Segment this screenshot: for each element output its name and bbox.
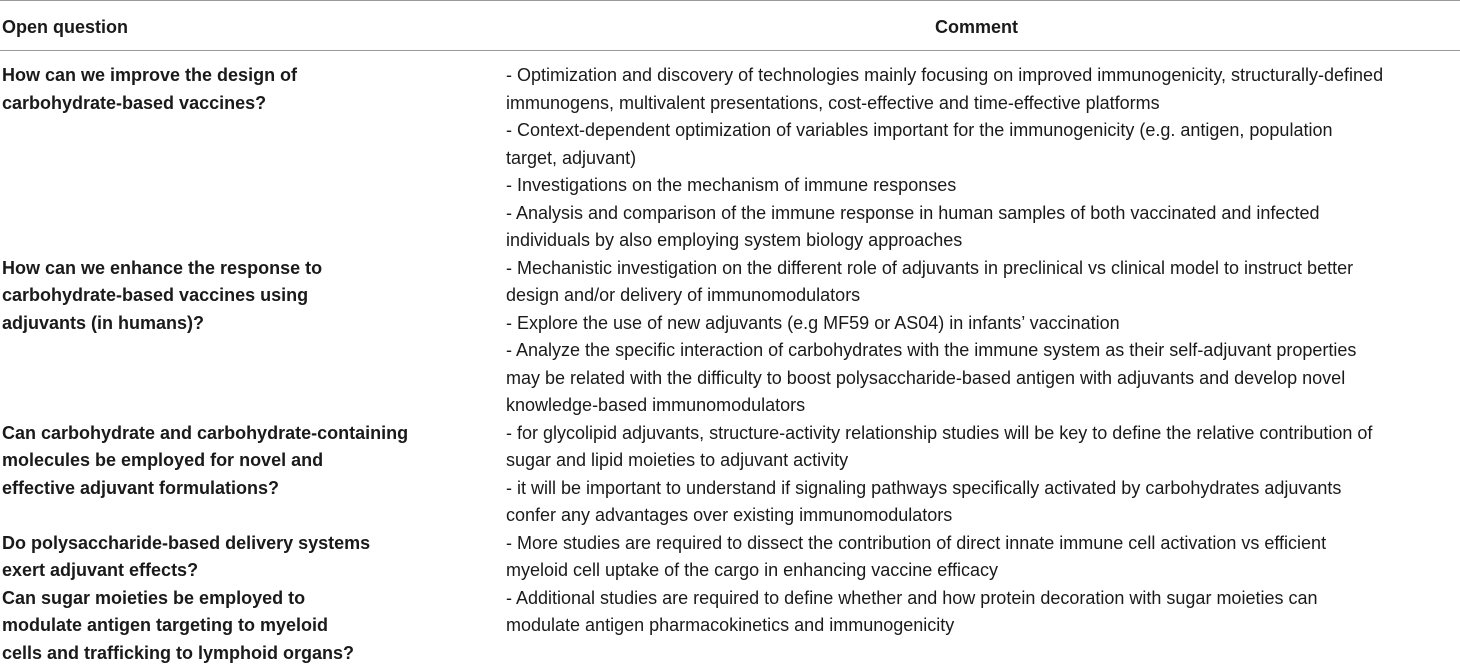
table-row: [0, 530, 1460, 585]
question-line: exert adjuvant effects?: [2, 557, 505, 585]
open-question-cell: [0, 62, 505, 117]
comment-line: - More studies are required to dissect the contribution of direct innate immune cell activation vs efficient: [506, 530, 1460, 558]
table-row: [0, 62, 1460, 255]
comment-line: - Analysis and comparison of the immune response in human samples of both vaccinated and infected: [506, 200, 1460, 228]
question-line: effective adjuvant formulations?: [2, 475, 505, 503]
open-question-cell: [0, 420, 505, 503]
header-rule: [0, 50, 1460, 51]
table-row: [0, 255, 1460, 420]
comment-line: knowledge-based immunomodulators: [506, 392, 1460, 420]
question-line: Can sugar moieties be employed to: [2, 585, 505, 613]
question-line: Can carbohydrate and carbohydrate-containing: [2, 420, 505, 448]
comment-line: may be related with the difficulty to boost polysaccharide-based antigen with adjuvants and develop novel: [506, 365, 1460, 393]
comment-line: sugar and lipid moieties to adjuvant activity: [506, 447, 1460, 475]
comment-line: - for glycolipid adjuvants, structure-activity relationship studies will be key to define the relative contribution of: [506, 420, 1460, 448]
column-header-comment: Comment: [935, 16, 1018, 38]
comment-line: design and/or delivery of immunomodulators: [506, 282, 1460, 310]
table-row: [0, 420, 1460, 530]
comment-line: target, adjuvant): [506, 145, 1460, 173]
question-line: How can we improve the design of: [2, 62, 505, 90]
comment-line: - Context-dependent optimization of variables important for the immunogenicity (e.g. antigen, population: [506, 117, 1460, 145]
comment-line: - Analyze the specific interaction of carbohydrates with the immune system as their self-adjuvant properties: [506, 337, 1460, 365]
open-question-cell: [0, 585, 505, 667]
question-line: modulate antigen targeting to myeloid: [2, 612, 505, 640]
comment-cell: [505, 420, 1460, 530]
comment-line: - Optimization and discovery of technologies mainly focusing on improved immunogenicity, structurally-defined: [506, 62, 1460, 90]
question-line: cells and trafficking to lymphoid organs?: [2, 640, 505, 667]
question-line: molecules be employed for novel and: [2, 447, 505, 475]
comment-cell: [505, 585, 1460, 640]
question-line: carbohydrate-based vaccines using: [2, 282, 505, 310]
comment-line: - Additional studies are required to define whether and how protein decoration with sugar moieties can: [506, 585, 1460, 613]
question-line: carbohydrate-based vaccines?: [2, 90, 505, 118]
question-line: adjuvants (in humans)?: [2, 310, 505, 338]
comment-cell: [505, 62, 1460, 255]
comment-line: immunogens, multivalent presentations, cost-effective and time-effective platforms: [506, 90, 1460, 118]
table-top-rule: [0, 0, 1460, 1]
comment-line: myeloid cell uptake of the cargo in enhancing vaccine efficacy: [506, 557, 1460, 585]
comment-line: confer any advantages over existing immunomodulators: [506, 502, 1460, 530]
question-line: Do polysaccharide-based delivery systems: [2, 530, 505, 558]
comment-cell: [505, 530, 1460, 585]
comment-line: - Mechanistic investigation on the different role of adjuvants in preclinical vs clinical model to instruct better: [506, 255, 1460, 283]
table-row: [0, 585, 1460, 667]
open-question-cell: [0, 255, 505, 338]
comment-line: - Investigations on the mechanism of immune responses: [506, 172, 1460, 200]
question-line: How can we enhance the response to: [2, 255, 505, 283]
comment-cell: [505, 255, 1460, 420]
table-body: [0, 62, 1460, 667]
column-header-open-question: Open question: [2, 16, 128, 38]
open-question-cell: [0, 530, 505, 585]
comment-line: - it will be important to understand if signaling pathways specifically activated by carbohydrates adjuvants: [506, 475, 1460, 503]
comment-line: - Explore the use of new adjuvants (e.g MF59 or AS04) in infants’ vaccination: [506, 310, 1460, 338]
comment-line: modulate antigen pharmacokinetics and immunogenicity: [506, 612, 1460, 640]
comment-line: individuals by also employing system biology approaches: [506, 227, 1460, 255]
